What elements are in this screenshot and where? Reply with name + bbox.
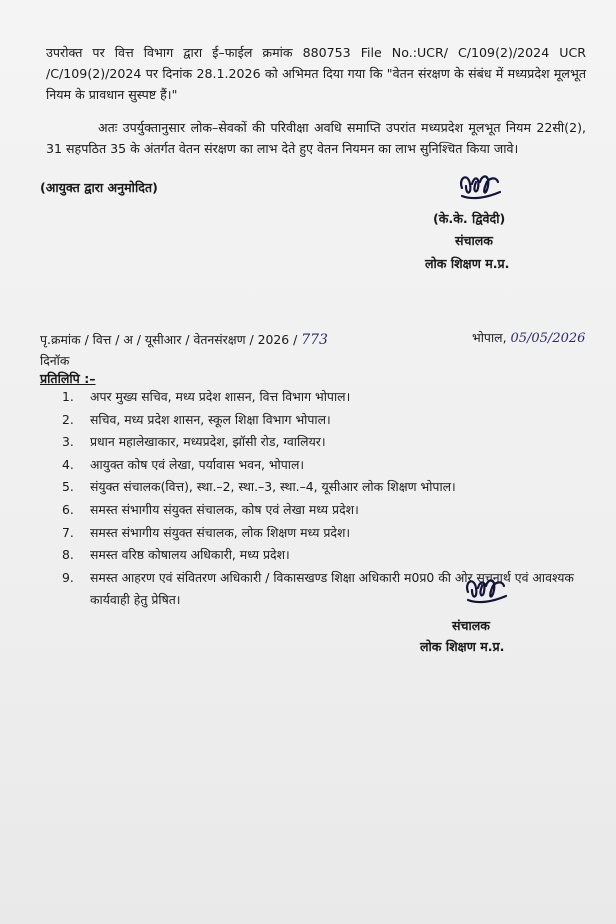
endorsement-signatory-designation: संचालक (452, 618, 490, 633)
place-label: भोपाल, (472, 330, 507, 345)
approval-note: (आयुक्त द्वारा अनुमोदित) (40, 180, 158, 195)
signatory-office: लोक शिक्षण म.प्र. (425, 256, 510, 271)
list-item: 4. आयुक्त कोष एवं लेखा, पर्यावास भवन, भोपाल। (62, 456, 305, 472)
list-item: 5. संयुक्त संचालक(वित्त), स्था.–2, स्था.–3, स्था.–4, यूसीआर लोक शिक्षण भोपाल। (62, 479, 456, 495)
list-item: 8. समस्त वरिष्ठ कोषालय अधिकारी, मध्य प्रदेश। (62, 547, 290, 563)
reference-number: पृ.क्रमांक / वित्त / अ / यूसीआर / वेतनसंरक्षण / 2026 / (40, 332, 298, 347)
handwritten-date: 05/05/2026 (510, 331, 586, 346)
body-paragraph-2: अतः उपर्युक्तानुसार लोक–सेवकों की परिवीक्षा अवधि समाप्ति उपरांत मध्यप्रदेश मूलभूत नियम 22सी(2), 31 सहपठित 35 के अंतर्गत वेतन संरक्षण का लाभ देते हुए वेतन नियमन का लाभ सुनिश्चित किया जावे। (46, 120, 586, 156)
handwritten-signature-1 (456, 166, 506, 206)
list-item: 3. प्रधान महालेखाकार, मध्यप्रदेश, झॉसी रोड, ग्वालियर। (62, 434, 326, 450)
endorsement-reference (40, 331, 328, 348)
list-item: 1. अपर मुख्य सचिव, मध्य प्रदेश शासन, वित्त विभाग भोपाल। (62, 389, 351, 404)
reference-handwritten-number: 773 (301, 332, 328, 348)
body-paragraph-1: उपरोक्त पर वित्त विभाग द्वारा ई–फाईल क्रमांक 880753 File No.:UCR/ C/109(2)/2024 UCR /C/109(2)/2024 पर दिनांक 28.1.2026 को अभिमत दिया गया कि "वेतन संरक्षण के संबंध में मध्यप्रदेश मूलभूत नियम के प्रावधान सुस्पष्ट हैं।" (46, 45, 586, 102)
endorsement-signatory-office: लोक शिक्षण म.प्र. (420, 639, 505, 654)
list-item: 2. सचिव, मध्य प्रदेश शासन, स्कूल शिक्षा विभाग भोपाल। (62, 411, 331, 427)
list-item: 6. समस्त संभागीय संयुक्त संचालक, कोष एवं लेखा मध्य प्रदेश। (62, 501, 359, 517)
list-item: 7. समस्त संभागीय संयुक्त संचालक, लोक शिक्षण मध्य प्रदेश। (62, 524, 351, 540)
signatory-designation: संचालक (455, 233, 493, 248)
date-label: दिनॉक (40, 353, 70, 368)
copy-to-label: प्रतिलिपि :– (40, 371, 96, 386)
place-date (472, 329, 585, 346)
list-item: 9. समस्त आहरण एवं संवितरण अधिकारी / विकासखण्ड शिक्षा अधिकारी म0प्र0 की ओर सूचनार्थ एवं आवश्यक कार्यवाही हेतु प्रेषित। (62, 569, 574, 608)
handwritten-signature-2 (462, 570, 512, 610)
signatory-name: (के.के. द्विवेदी) (433, 211, 506, 226)
